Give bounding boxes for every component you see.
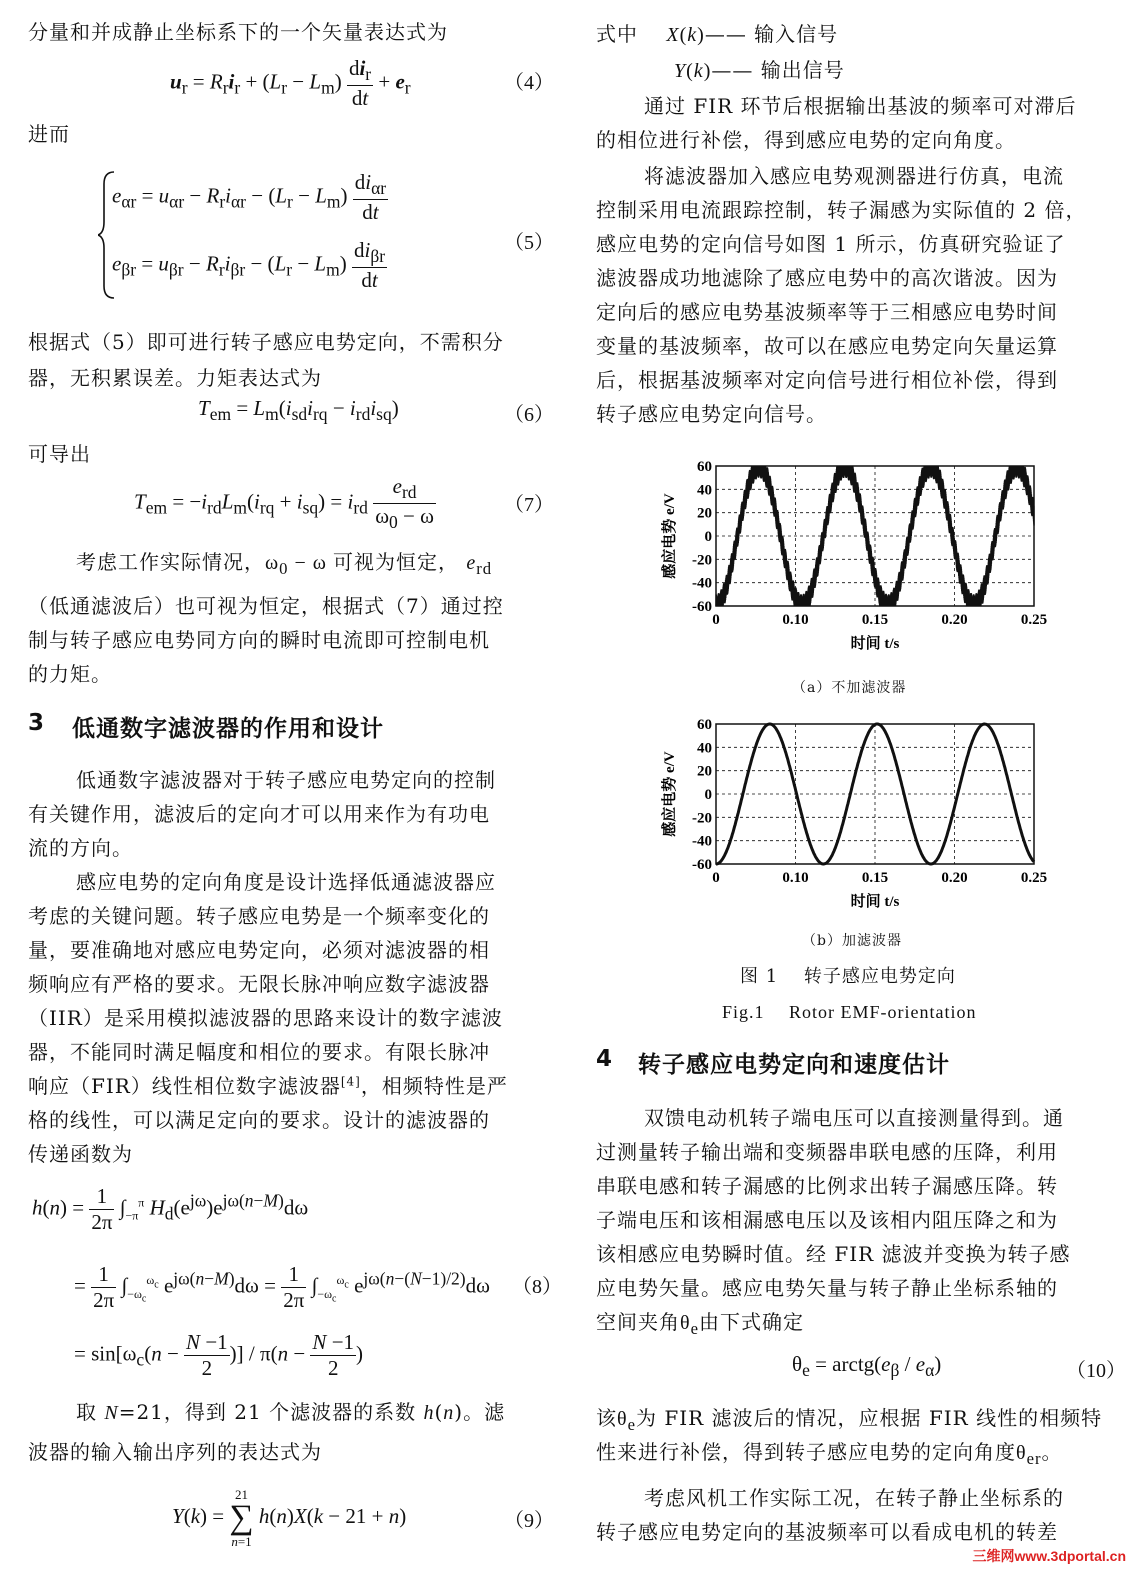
equation-7: $T_{em} = -i_{rd}L_m(i_{rq} + i_{sq}) = i_{rd}$ $\frac{e_{rd}}{\omega_0 - \omega}$ [134, 474, 434, 533]
y-tick-label: 20 [697, 505, 712, 522]
figure-caption-en: Fig.1 Rotor EMF-orientation [722, 1002, 977, 1022]
text-line: 子端电压和该相漏感电压以及该相内阻压降之和为 [596, 1208, 1058, 1232]
x-tick-label: 0.15 [861, 612, 889, 628]
equation-4: $u_r = R_ri_r + (L_r - L_m)$ $\frac{di_r}{dt}$ + $e_r$ [170, 56, 411, 111]
y-axis-label: 感应电势 e/V [662, 751, 678, 837]
equation-number: （6） [504, 404, 554, 426]
equation-number: （5） [504, 232, 554, 254]
citation: [4] [340, 1074, 361, 1089]
text-line: 器，不能同时满足幅度和相位的要求。有限长脉冲 [28, 1040, 490, 1064]
x-tick-label: 0.10 [782, 612, 809, 628]
text-line: 波器的输入输出序列的表达式为 [28, 1440, 322, 1464]
text-line: 响应（FIR）线性相位数字滤波器[4]，相频特性是严 [28, 1074, 508, 1098]
text-line: （低通滤波后）也可视为恒定，根据式（7）通过控 [28, 594, 504, 618]
y-tick-label: -40 [692, 575, 712, 592]
y-tick-label: -20 [692, 552, 712, 569]
text-line: 考虑工作实际情况，$\omega_0 - \omega$ 可视为恒定， $e_{rd}$ [76, 550, 493, 578]
text-line: 性来进行补偿，得到转子感应电势的定向角度$\theta_{er}$。 [596, 1440, 1063, 1468]
y-tick-label: -40 [692, 833, 712, 850]
text-line: 制与转子感应电势同方向的瞬时电流即可控制电机 [28, 628, 490, 652]
text-line: 式中 X(k)—— 输入信号 [596, 22, 839, 46]
text-line: 进而 [28, 122, 70, 146]
watermark: 三维网www.3dportal.cn [972, 1548, 1126, 1564]
text-line: 器，无积累误差。力矩表达式为 [28, 366, 322, 390]
figure-caption-cn: 图 1 转子感应电势定向 [740, 966, 956, 987]
equation-number: （4） [504, 72, 554, 94]
text-line: 过测量转子输出端和变频器串联电感的压降，利用 [596, 1140, 1058, 1164]
text-line: 考虑风机工作实际工况，在转子静止坐标系的 [644, 1486, 1064, 1510]
x-tick-label: 0.25 [1020, 870, 1048, 886]
text-line: 传递函数为 [28, 1142, 133, 1166]
text-line: 的相位进行补偿，得到感应电势的定向角度。 [596, 128, 1016, 152]
text-line: 后，根据基波频率对定向信号进行相位补偿，得到 [596, 368, 1058, 392]
y-tick-label: 60 [697, 459, 712, 475]
y-tick-label: 0 [704, 787, 712, 803]
text-line: （IIR）是采用模拟滤波器的思路来设计的数字滤波 [28, 1006, 503, 1030]
y-tick-label: -20 [692, 810, 712, 827]
text-line: 该相感应电势瞬时值。经 FIR 滤波并变换为转子感 [596, 1242, 1071, 1266]
text-line: 取 N=21，得到 21 个滤波器的系数 h(n)。滤 [76, 1400, 506, 1424]
section-title: 转子感应电势定向和速度估计 [638, 1052, 950, 1078]
equation-number: （8） [512, 1276, 562, 1298]
y-tick-label: 40 [697, 740, 712, 757]
text-line: 转子感应电势定向信号。 [596, 402, 827, 426]
text-line: 分量和并成静止坐标系下的一个矢量表达式为 [28, 20, 448, 44]
equation-number: （10） [1066, 1360, 1126, 1382]
text-line: 感应电势的定向角度是设计选择低通滤波器应 [76, 870, 496, 894]
equation-6: $T_{em} = L_m(i_{sd}i_{rq} - i_{rd}i_{sq})$ [198, 396, 399, 425]
figure-a-caption: （a）不加滤波器 [792, 680, 907, 696]
text-line: 滤波器成功地滤除了感应电势中的高次谐波。因为 [596, 266, 1058, 290]
y-tick-label: -60 [692, 599, 712, 615]
text-line: 转子感应电势定向的基波频率可以看成电机的转差 [596, 1520, 1058, 1544]
text-line: 双馈电动机转子端电压可以直接测量得到。通 [644, 1106, 1064, 1130]
x-tick-label: 0.20 [941, 612, 968, 628]
y-tick-label: 60 [697, 717, 712, 733]
text-line: 频响应有严格的要求。无限长脉冲响应数字滤波器 [28, 972, 490, 996]
y-tick-label: 20 [697, 763, 712, 780]
text-line: 低通数字滤波器对于转子感应电势定向的控制 [76, 768, 496, 792]
y-tick-label: 40 [697, 482, 712, 499]
text-line: 感应电势的定向信号如图 1 所示，仿真研究验证了 [596, 232, 1066, 256]
text-line: 控制采用电流跟踪控制，转子漏感为实际值的 2 倍， [596, 198, 1087, 222]
text-line: 定向后的感应电势基波频率等于三相感应电势时间 [596, 300, 1058, 324]
equation-9: Y(k) = 21 ∑ n=1 h(n)X(k − 21 + n) [172, 1487, 407, 1549]
text-line: 该$\theta_e$为 FIR 滤波后的情况，应根据 FIR 线性的相频特 [596, 1406, 1103, 1434]
text-line: 变量的基波频率，故可以在感应电势定向矢量运算 [596, 334, 1058, 358]
figure-b-caption: （b）加滤波器 [802, 933, 902, 949]
section-number: 4 [596, 1046, 614, 1072]
text-line: 将滤波器加入感应电势观测器进行仿真，电流 [644, 164, 1064, 188]
x-tick-label: 0 [712, 870, 720, 886]
y-tick-label: -60 [692, 857, 712, 873]
x-tick-label: 0.25 [1020, 612, 1048, 628]
text-line: 空间夹角$\theta_e$由下式确定 [596, 1310, 804, 1338]
text-line: 考虑的关键问题。转子感应电势是一个频率变化的 [28, 904, 490, 928]
chart-filtered [654, 716, 1064, 932]
text-line: 有关键作用，滤波后的定向才可以用来作为有功电 [28, 802, 490, 826]
text-line: Y(k)—— 输出信号 [674, 58, 845, 82]
equation-10: $\theta_e$ = $arctg(e_\beta / e_\alpha)$ [792, 1352, 942, 1381]
y-tick-label: 0 [704, 529, 712, 545]
y-axis-label: 感应电势 e/V [662, 493, 678, 579]
x-tick-label: 0.15 [861, 870, 889, 886]
text-line: 流的方向。 [28, 836, 133, 860]
text-line: 格的线性，可以满足定向的要求。设计的滤波器的 [28, 1108, 490, 1132]
text-line: 的力矩。 [28, 662, 112, 686]
equation-number: （9） [504, 1510, 554, 1532]
text-line: 量，要准确地对感应电势定向，必须对滤波器的相 [28, 938, 490, 962]
section-number: 3 [28, 710, 46, 736]
text-line: 通过 FIR 环节后根据输出基波的频率可对滞后 [644, 94, 1077, 118]
section-title: 低通数字滤波器的作用和设计 [72, 716, 384, 742]
chart-unfiltered [654, 458, 1064, 674]
x-tick-label: 0 [712, 612, 720, 628]
equation-number: （7） [504, 494, 554, 516]
text-line: 串联电感和转子漏感的比例求出转子漏感压降。转 [596, 1174, 1058, 1198]
x-tick-label: 0.10 [782, 870, 809, 886]
text-line: 应电势矢量。感应电势矢量与转子静止坐标系轴的 [596, 1276, 1058, 1300]
text-line: 可导出 [28, 442, 91, 466]
text-line: 根据式（5）即可进行转子感应电势定向，不需积分 [28, 330, 504, 354]
x-axis-label: 时间 t/s [850, 636, 900, 652]
x-tick-label: 0.20 [941, 870, 968, 886]
x-axis-label: 时间 t/s [850, 894, 900, 910]
